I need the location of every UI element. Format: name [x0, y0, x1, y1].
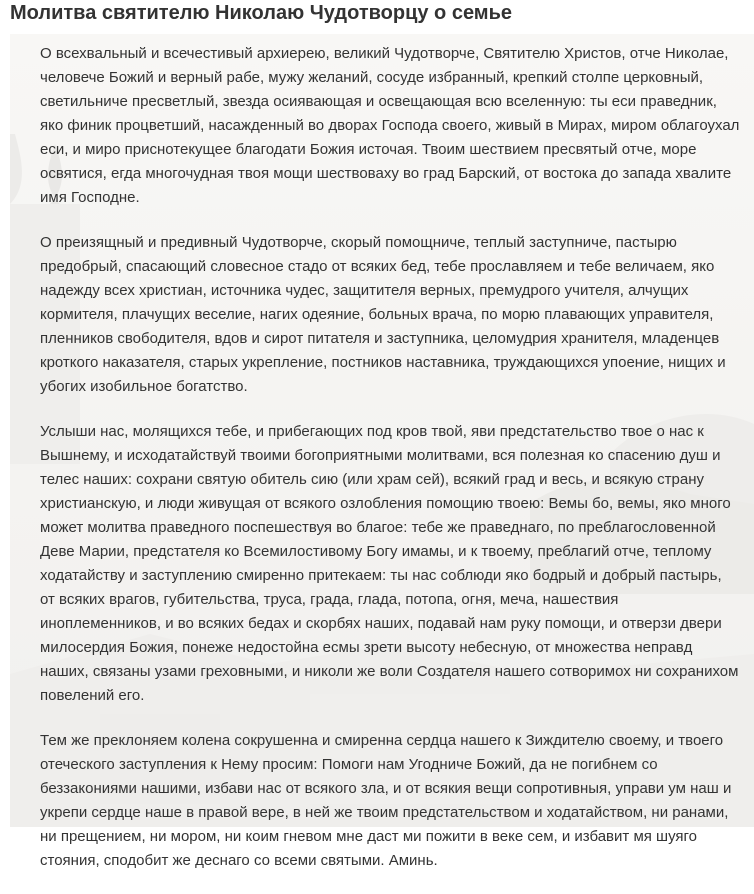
prayer-paragraph-2: О преизящный и предивный Чудотворче, скорый помощниче, теплый заступниче, пастырю предобрый, спасающий словесное стадо от всяких бед, тебе прославляем и тебе величаем, яко надежду всех христиан, источника чудес, защитителя верных, премудрого учителя, алчущих кормителя, плачущих веселие, нагих одеяние, больных врача, по морю плавающих управителя, пленников свободителя, вдов и сирот питателя и заступника, целомудрия хранителя, младенцев кроткого наказателя, старых укрепление, постников наставника, труждающихся упоение, нищих и убогих изобильное богатство. — [40, 234, 726, 395]
prayer-text — [40, 42, 740, 894]
prayer-paragraph-3: Услыши нас, молящихся тебе, и прибегающих под кров твой, яви предстательство твое о нас к Вышнему, и исходатайствуй твоими богоприятными молитвами, вся полезная ко спасению душ и телес наших: сохрани святую обитель сию (или храм сей), всякий град и весь, и всякую страну христианскую, и люди живущая от всякого озлобления помощию твоею: Вемы бо, вемы, яко много может молитва праведного поспешествуя во благое: тебе же праведнаго, по преблагословенной Деве Марии, предстателя ко Всемилостивому Богу имамы, и к твоему, преблагий отче, теплому ходатайству и заступлению смиренно притекаем: ты нас соблюди яко бодрый и добрый пастырь, от всяких врагов, губительства, труса, града, глада, потопа, огня, меча, нашествия иноплеменников, и во всяких бедах и скорбях наших, подавай нам руку помощи, и отверзи двери милосердия Божия, понеже недостойна есмы зрети высоту небесную, от множества неправд наших, связаны узами греховными, и николи же воли Создателя нашего сотворимох ни сохранихом повелений его. — [40, 423, 739, 704]
prayer-paragraph-4: Тем же преклоняем колена сокрушенна и смиренна сердца нашего к Зиждителю своему, и твоего отеческого заступления к Нему просим: Помоги нам Угодниче Божий, да не погибнем со беззакониями нашими, избави нас от всякого зла, и от всякия вещи сопротивныя, управи ум наш и укрепи сердце наше в правой вере, в ней же твоим предстательством и ходатайством, ни ранами, ни прещением, ни мором, ни коим гневом мне даст ми пожити в веке сем, и избавит мя шуяго стояния, сподобит же деснаго со всеми святыми. Аминь. — [40, 732, 732, 869]
page-title: Молитва святителю Николаю Чудотворцу о семье — [10, 2, 513, 24]
prayer-panel — [10, 34, 754, 869]
prayer-paragraph-1: О всехвальный и всечестивый архиерею, великий Чудотворче, Святителю Христов, отче Николае, человече Божий и верный рабе, мужу желаний, сосуде избранный, крепкий столпе церковный, светильниче пресветлый, звезда осиявающая и освещающая всю вселенную: ты еси праведник, яко финик процветший, насажденный во дворах Господа своего, живый в Мирах, миром облагоухал еси, и миро приснотекущее благодати Божия источая. Твоим шествием пресвятый отче, море освятися, егда многочудная твоя мощи шествоваху во град Барский, от востока до запада хвалите имя Господне. — [40, 45, 740, 206]
